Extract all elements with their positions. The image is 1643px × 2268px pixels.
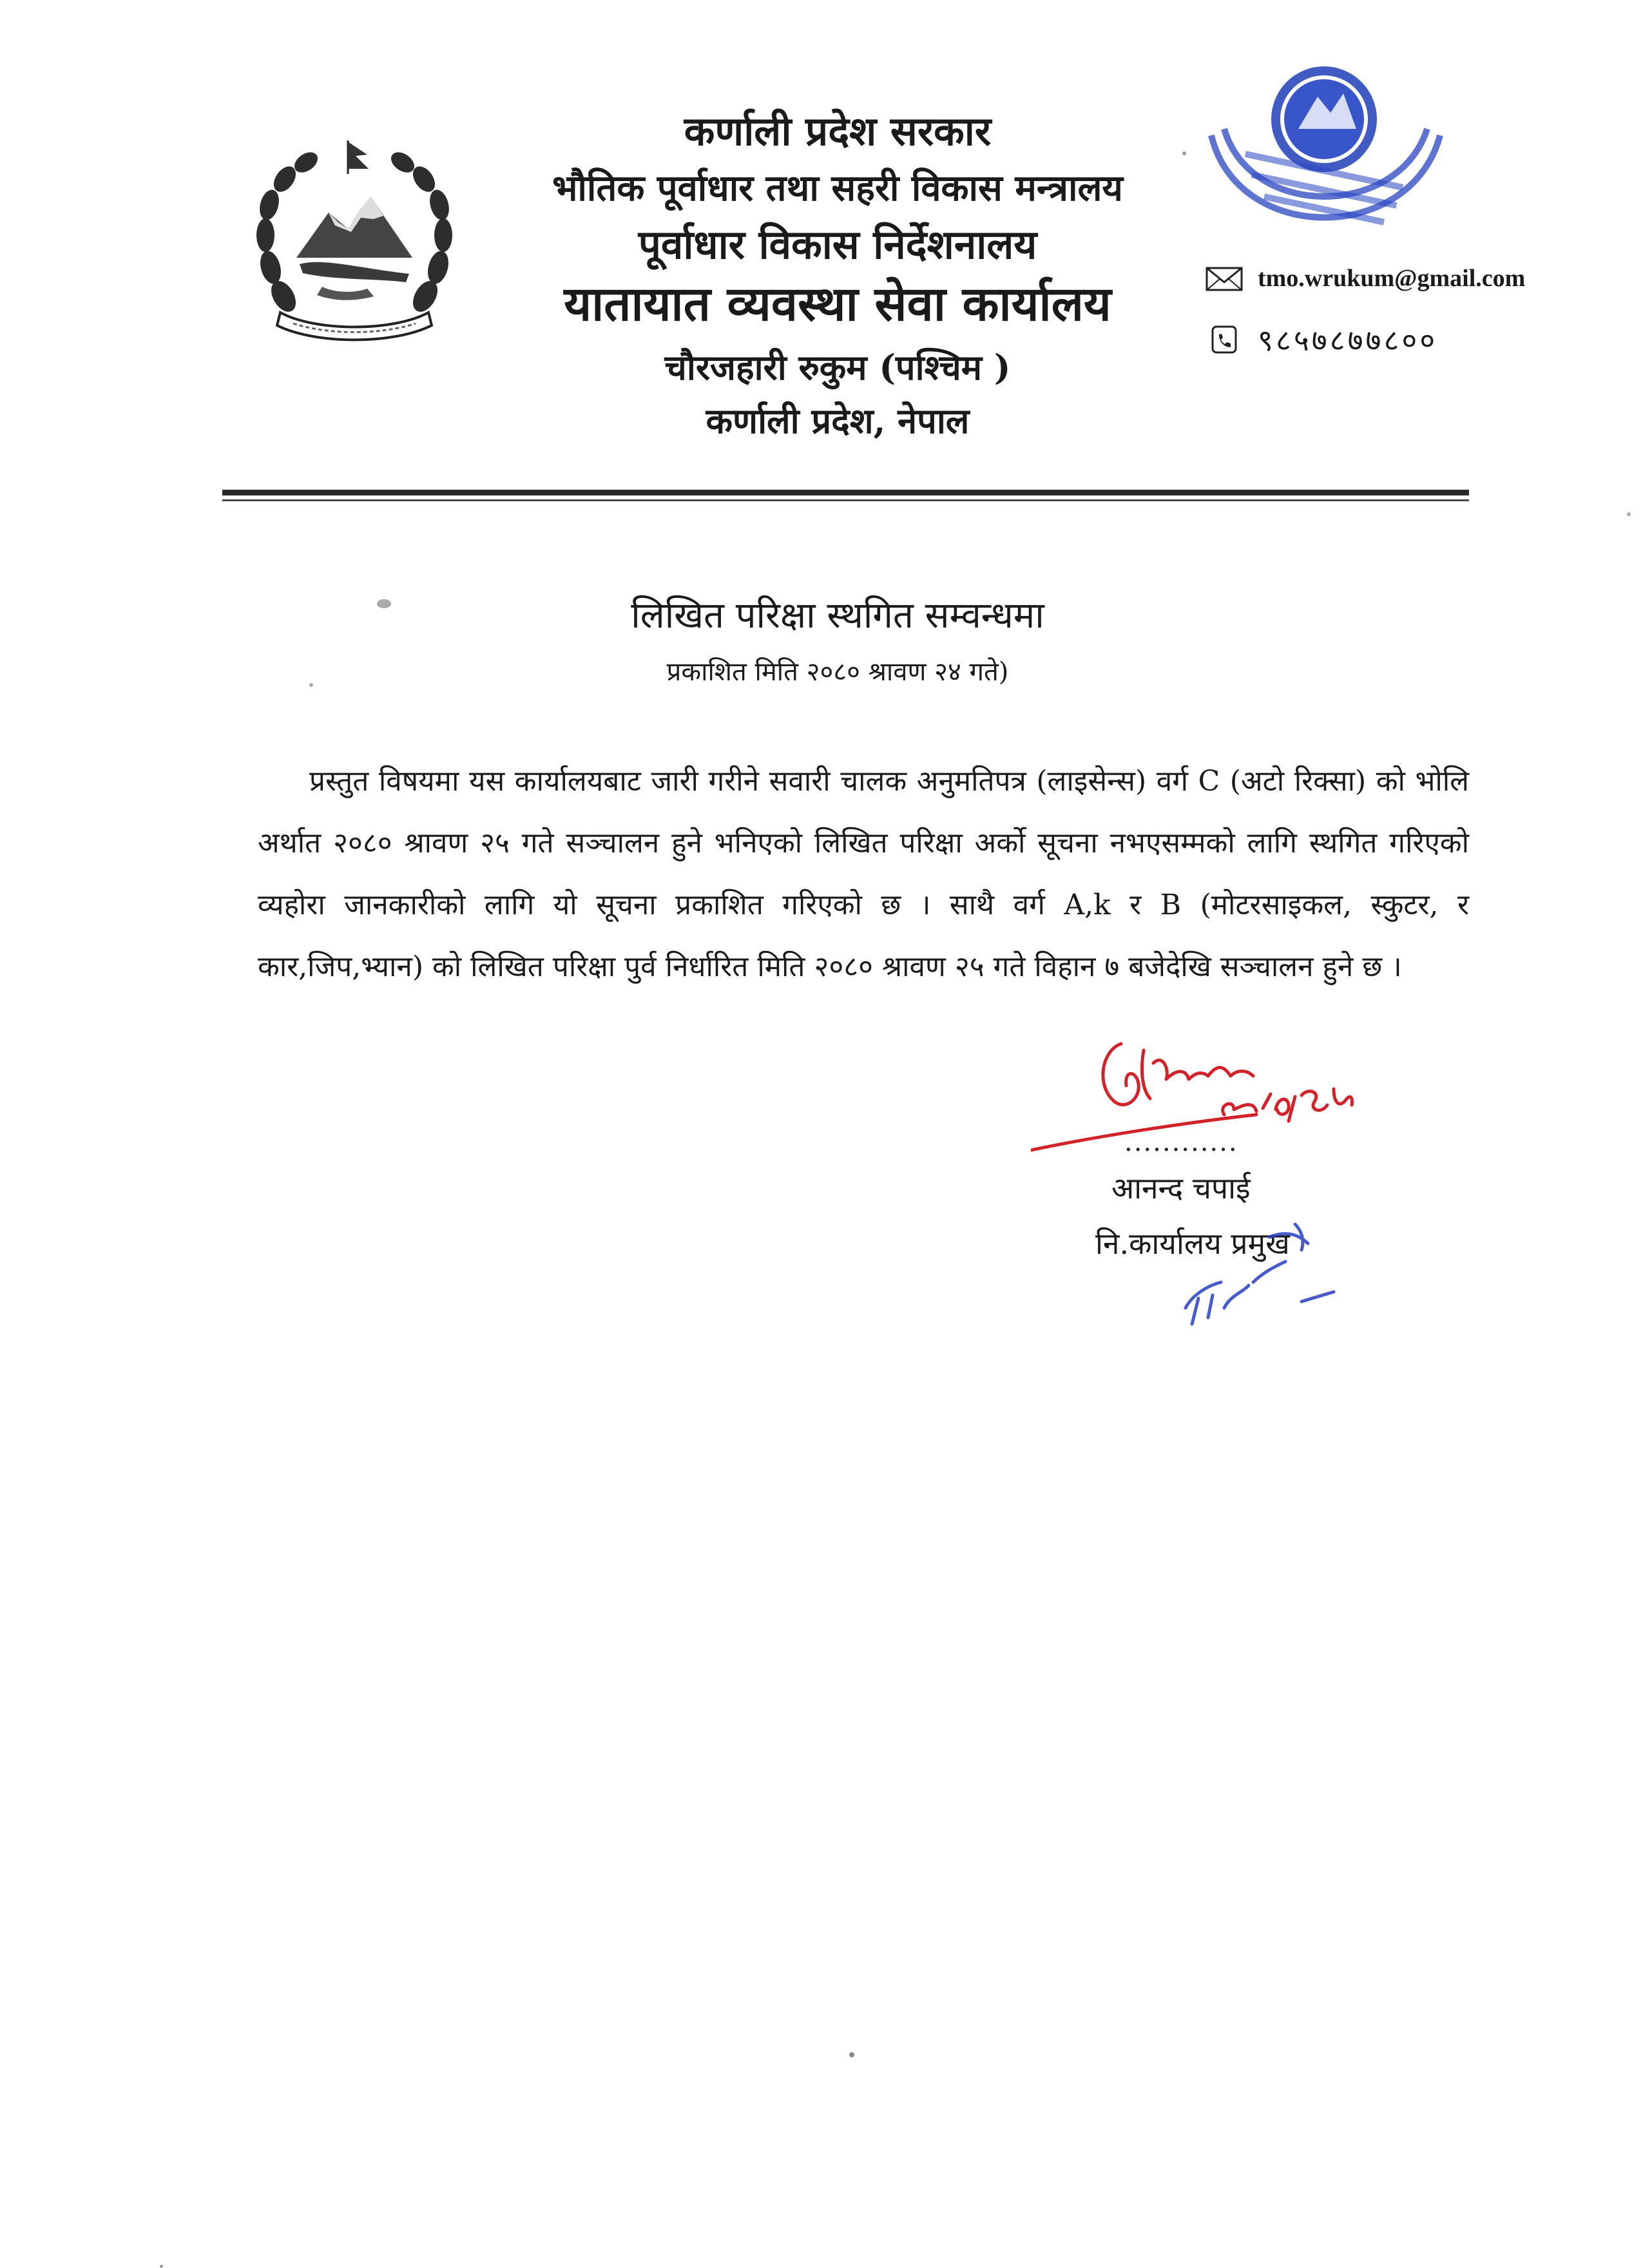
header-divider-thin [222,499,1469,501]
envelope-icon [1205,264,1244,293]
contact-block [1205,264,1630,360]
signature-dotted-line: ............ [1124,1128,1238,1157]
notice-published-date: प्रकाशित मिति २०८० श्रावण २४ गते) [666,657,1009,687]
scan-speck [1182,151,1186,155]
letterhead-location: चौरजहारी रुकुम (पश्चिम ) [664,346,1011,388]
signatory-name: आनन्द चपाई [1111,1171,1251,1206]
phone-number: ९८५७८७७८०० [1258,323,1438,358]
letterhead-directorate: पूर्वाधार विकास निर्देशनालय [638,220,1037,268]
letterhead-province-country: कर्णाली प्रदेश, नेपाल [706,400,970,441]
letterhead [490,106,1186,443]
scan-speck [160,2265,163,2268]
letterhead-office-name: यातायात व्यवस्था सेवा कार्यालय [564,276,1111,332]
designation-stamp-icon [1173,1211,1340,1340]
scan-speck [377,599,391,608]
email-address: tmo.wrukum@gmail.com [1258,265,1526,292]
nepal-government-emblem-icon [245,135,464,348]
office-seal-stamp-icon [1186,52,1463,284]
phone-row [1205,320,1630,360]
phone-icon [1205,325,1244,354]
header-divider-thick [222,490,1469,495]
scan-speck [309,683,313,687]
signatory-designation: नि.कार्यालय प्रमुख [1095,1226,1290,1261]
scan-speck [849,2052,854,2057]
letterhead-province-government: कर्णाली प्रदेश सरकार [684,108,992,155]
email-row [1205,264,1630,293]
notice-heading [515,590,1160,688]
scan-speck [1627,512,1631,516]
notice-title: लिखित परिक्षा स्थगित सम्वन्धमा [631,595,1044,637]
notice-body-paragraph: प्रस्तुत विषयमा यस कार्यालयबाट जारी गरीने सवारी चालक अनुमतिपत्र (लाइसेन्स) वर्ग C (अटो रिक्सा) को भोलि अर्थात २०८० श्रावण २५ गते सञ्चालन हुने भनिएको लिखित परिक्षा अर्को सूचना नभएसम्मको लागि स्थगित गरिएको व्यहोरा जानकारीको लागि यो सूचना प्रकाशित गरिएको छ । साथै वर्ग A,k र B (मोटरसाइकल, स्कुटर, र कार,जिप,भ्यान) को लिखित परिक्षा पुर्व निर्धारित मिति २०८० श्रावण २५ गते विहान ७ बजेदेखि सञ्चालन हुने छ । [258,765,1469,983]
letterhead-ministry: भौतिक पूर्वाधार तथा सहरी विकास मन्त्रालय [552,166,1123,209]
